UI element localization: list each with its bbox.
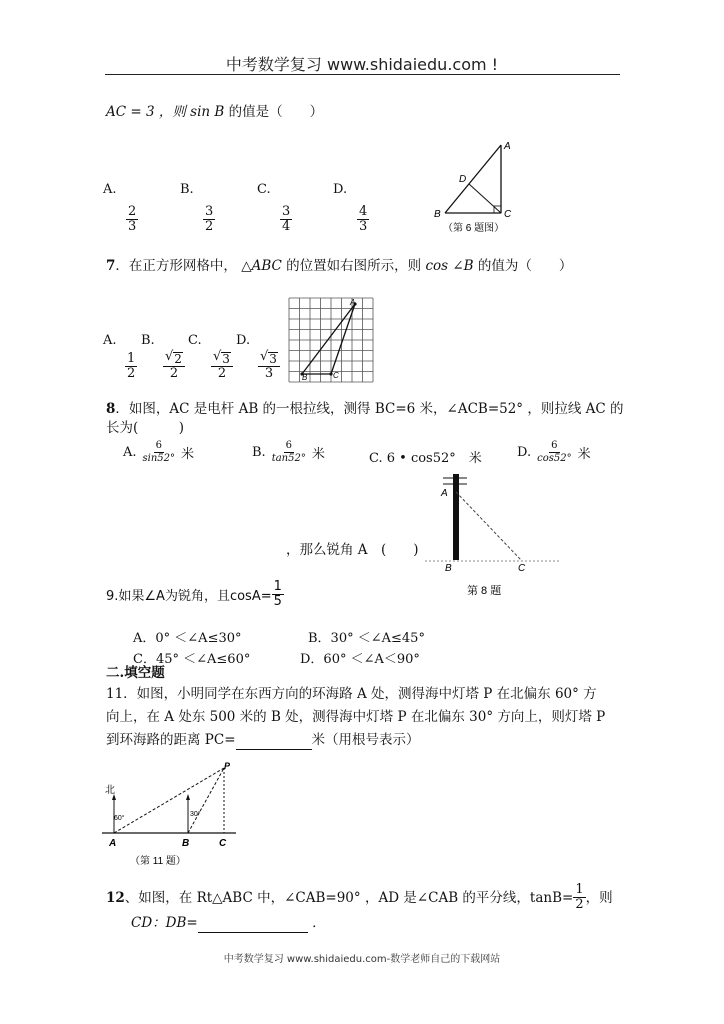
q11-fig-label-p: P bbox=[224, 761, 231, 771]
q7-option-a-letter: A. bbox=[103, 333, 117, 348]
q9-option-b: B．30° ＜∠A≤45° bbox=[308, 631, 425, 646]
q11-lighthouse-figure bbox=[100, 760, 242, 870]
page-footer: 中考数学复习 www.shidaiedu.com-数学老师自己的下载网站 bbox=[223, 954, 501, 965]
q6-fig-label-c: C bbox=[504, 209, 512, 220]
q8-fig-label-c: C bbox=[518, 563, 526, 574]
q6-option-c-letter: C. bbox=[257, 182, 271, 197]
q8-option-d-fraction bbox=[535, 440, 573, 465]
sqrt-icon: √ bbox=[165, 349, 174, 364]
q12-num: 1 bbox=[575, 882, 584, 897]
q9-stem bbox=[106, 580, 284, 609]
q8-option-a-den: sin52° bbox=[142, 453, 176, 464]
q7-option-d-den: 3 bbox=[264, 366, 274, 381]
q11-fig-line-ap bbox=[114, 768, 224, 833]
q12-tanb: tanB= bbox=[529, 889, 574, 906]
q8-line1 bbox=[106, 400, 624, 418]
q7-option-d-fraction bbox=[258, 350, 280, 381]
q8-fig-label-b: B bbox=[445, 563, 452, 574]
q12-answer-blank[interactable] bbox=[198, 914, 308, 933]
q7-fig-side-ac bbox=[331, 304, 355, 374]
q6-stem-sinb: sin B bbox=[190, 104, 225, 120]
q7-option-b-den: 2 bbox=[169, 366, 179, 381]
q11-line2: 向上，在 A 处东 500 米的 B 处，测得海中灯塔 P 在北偏东 30° 方向上，则灯塔 P bbox=[106, 709, 606, 725]
q6-option-a-den: 3 bbox=[128, 219, 137, 234]
q7-option-b-num-wrap bbox=[163, 350, 185, 367]
q12-line1 bbox=[106, 883, 613, 912]
q6-option-a-num: 2 bbox=[128, 204, 137, 219]
q7-cos: cos ∠B bbox=[425, 258, 474, 274]
q7-option-d-num: 3 bbox=[269, 352, 277, 366]
q7-triangle: △ABC bbox=[241, 258, 282, 274]
q8-option-d bbox=[517, 440, 591, 465]
q8-option-c: C. 6 • cos52° 米 bbox=[369, 451, 482, 466]
q11-fig-label-a: A bbox=[109, 838, 117, 849]
q11-line1: 11．如图，小明同学在东西方向的环海路 A 处，测得海中灯塔 P 在北偏东 60° 方 bbox=[106, 686, 597, 702]
q7-option-c-num-wrap bbox=[211, 350, 233, 367]
q6-fig-label-a: A bbox=[504, 141, 511, 152]
q7-grid-figure bbox=[285, 294, 377, 386]
q6-option-d-num: 4 bbox=[359, 204, 368, 219]
q11-fig-north-label: 北 bbox=[105, 785, 115, 796]
header-rule bbox=[105, 74, 620, 75]
q11-fig-line-bp bbox=[188, 768, 224, 833]
q8-option-a-unit: 米 bbox=[181, 447, 195, 462]
q11-line3-b: 米（用根号表示） bbox=[311, 732, 420, 748]
q7-option-b-fraction bbox=[163, 350, 185, 381]
q8-option-b-fraction bbox=[270, 440, 308, 465]
q6-option-c-den: 4 bbox=[282, 219, 291, 234]
q8-line1-text: ．如图，AC 是电杆 AB 的一根拉线，测得 BC=6 米，∠ACB=52° ，则拉线 AC 的 bbox=[115, 401, 624, 417]
q7-option-b-num: 2 bbox=[174, 352, 182, 366]
page-header-title: 中考数学复习 www.shidaiedu.com ! bbox=[225, 55, 499, 74]
q8-line2: 长为( ) bbox=[106, 420, 185, 436]
q8-option-d-letter: D. bbox=[517, 445, 532, 460]
q7-stem-c: 的值为（ ） bbox=[477, 258, 573, 274]
q6-stem-prefix: AC = 3 ，则 bbox=[106, 104, 186, 120]
q8-fig-label-a: A bbox=[441, 488, 448, 499]
q12-line2-text: CD：DB= bbox=[131, 915, 198, 931]
q8-option-b bbox=[252, 440, 325, 465]
q6-option-a-letter: A. bbox=[103, 182, 117, 197]
q8-option-b-unit: 米 bbox=[311, 447, 325, 462]
q6-option-b-num: 3 bbox=[205, 204, 214, 219]
q8-option-d-num: 6 bbox=[551, 440, 558, 451]
q6-option-d-letter: D. bbox=[333, 182, 348, 197]
q6-option-d-den: 3 bbox=[359, 219, 368, 234]
q12-stem-b: ，则 bbox=[585, 889, 613, 906]
q9-option-d: D．60° ＜∠A＜90° bbox=[300, 652, 420, 667]
q12-fraction bbox=[573, 883, 585, 912]
q8-option-b-den: tan52° bbox=[271, 453, 306, 464]
q11-line3-a: 到环海路的距离 PC= bbox=[106, 732, 236, 748]
north-arrow-icon bbox=[186, 794, 190, 800]
q8-option-a-letter: A. bbox=[123, 445, 137, 460]
q-fragment-text: ，那么锐角 A ( ) bbox=[286, 542, 419, 558]
sqrt-icon: √ bbox=[213, 349, 222, 364]
q7-option-a-num: 1 bbox=[127, 351, 136, 366]
q8-option-a-num: 6 bbox=[155, 440, 162, 451]
q7-stem bbox=[106, 257, 572, 275]
q9-fraction bbox=[272, 580, 284, 609]
q7-option-c-letter: C. bbox=[188, 333, 202, 348]
section-fill-in-title: 二.填空题 bbox=[106, 665, 165, 681]
q6-option-b-den: 2 bbox=[205, 219, 214, 234]
q8-option-d-unit: 米 bbox=[577, 447, 591, 462]
q12-den: 2 bbox=[575, 897, 584, 912]
q8-option-d-den: cos52° bbox=[537, 453, 572, 464]
q6-fig-label-d: D bbox=[459, 174, 467, 185]
q6-fig-caption: （第 6 题图） bbox=[443, 223, 505, 234]
q6-option-b-letter: B. bbox=[180, 182, 194, 197]
q11-line3 bbox=[106, 731, 420, 750]
q7-option-b-letter: B. bbox=[141, 333, 155, 348]
q7-fig-label-c: C bbox=[333, 371, 339, 380]
q6-option-b-fraction bbox=[203, 205, 215, 234]
q12-number: 12 bbox=[106, 889, 125, 906]
q11-fig-caption: （第 11 题） bbox=[130, 856, 186, 867]
q7-option-d-num-wrap bbox=[258, 350, 280, 367]
q12-line2 bbox=[131, 914, 326, 933]
q6-fig-side-ab bbox=[445, 145, 501, 213]
q7-fig-label-a: A bbox=[350, 298, 356, 307]
q7-stem-b: 的位置如右图所示，则 bbox=[286, 258, 422, 274]
q7-grid-lines bbox=[289, 298, 373, 382]
q6-stem-suffix: 的值是（ ） bbox=[228, 104, 324, 120]
q9-den: 5 bbox=[273, 594, 282, 609]
q7-fig-label-b: B bbox=[302, 373, 308, 382]
q7-option-c-fraction bbox=[211, 350, 233, 381]
q7-option-d-letter: D. bbox=[236, 333, 251, 348]
q6-fig-altitude-cd bbox=[469, 184, 501, 213]
q7-stem-a: ．在正方形网格中， bbox=[115, 258, 237, 274]
q6-option-c-fraction bbox=[280, 205, 292, 234]
q8-pole-figure bbox=[425, 470, 565, 600]
q7-option-a-fraction bbox=[125, 352, 137, 381]
q6-fig-label-b: B bbox=[434, 209, 441, 220]
q6-option-d-fraction bbox=[357, 205, 369, 234]
q6-option-c-num: 3 bbox=[282, 204, 291, 219]
q9-stem-text: 9.如果∠A为锐角，且cosA= bbox=[106, 589, 272, 604]
q9-option-a: A．0° ＜∠A≤30° bbox=[133, 631, 242, 646]
q8-fig-caption: 第 8 题 bbox=[467, 585, 502, 597]
q11-fig-angle-b: 30° bbox=[190, 811, 201, 818]
q8-fig-pole bbox=[453, 474, 459, 560]
q8-option-a-fraction bbox=[141, 440, 178, 465]
q11-fig-label-c: C bbox=[219, 838, 227, 849]
q6-stem bbox=[106, 103, 323, 121]
q8-option-b-letter: B. bbox=[252, 445, 266, 460]
q8-option-b-num: 6 bbox=[285, 440, 292, 451]
q12-line2-end: ． bbox=[312, 915, 326, 931]
q7-option-c-num: 3 bbox=[222, 352, 230, 366]
q6-option-a-fraction bbox=[126, 205, 138, 234]
sqrt-icon: √ bbox=[260, 349, 269, 364]
q12-stem-a: 、如图，在 Rt△ABC 中，∠CAB=90° ，AD 是∠CAB 的平分线， bbox=[124, 889, 530, 906]
q8-fig-guy-wire bbox=[456, 492, 521, 560]
q7-number: 7 bbox=[106, 258, 116, 274]
q6-triangle-figure bbox=[425, 135, 535, 240]
q7-option-a-den: 2 bbox=[127, 366, 136, 381]
q11-fig-label-b: B bbox=[182, 838, 190, 849]
q11-answer-blank[interactable] bbox=[236, 731, 312, 750]
q9-option-c: C．45° ＜∠A≤60° bbox=[133, 652, 251, 667]
q7-option-c-den: 2 bbox=[217, 366, 227, 381]
q9-num: 1 bbox=[273, 579, 282, 594]
q8-number: 8 bbox=[106, 401, 116, 417]
q11-fig-angle-a: 60° bbox=[114, 815, 125, 822]
q8-option-a bbox=[123, 440, 194, 465]
